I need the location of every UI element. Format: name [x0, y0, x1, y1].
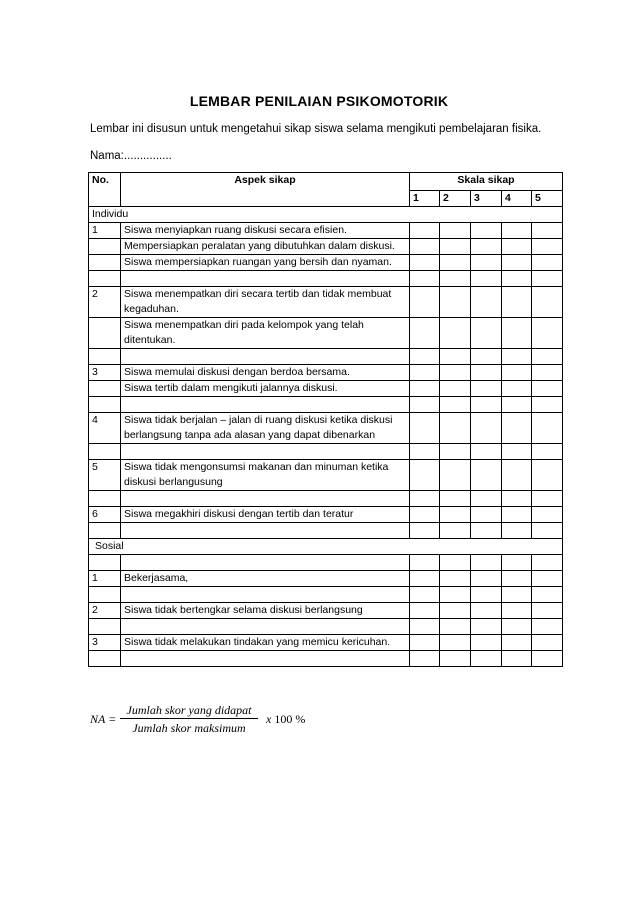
- scale-5: 5: [532, 191, 563, 207]
- aspect-text: Bekerjasama,: [121, 571, 410, 587]
- scale-cell[interactable]: [502, 413, 532, 444]
- scale-cell[interactable]: [532, 239, 563, 255]
- empty-cell: [89, 555, 121, 571]
- empty-cell[interactable]: [440, 397, 471, 413]
- empty-cell: [121, 349, 410, 365]
- table-row: [89, 460, 563, 491]
- empty-cell[interactable]: [532, 444, 563, 460]
- scale-cell[interactable]: [471, 255, 502, 271]
- scale-cell[interactable]: [410, 287, 440, 318]
- scale-cell[interactable]: [440, 413, 471, 444]
- row-number: 2: [89, 287, 121, 318]
- empty-cell: [121, 555, 410, 571]
- empty-cell[interactable]: [532, 651, 563, 667]
- row-number: 4: [89, 413, 121, 444]
- scale-cell[interactable]: [440, 381, 471, 397]
- empty-cell[interactable]: [471, 491, 502, 507]
- empty-cell[interactable]: [471, 619, 502, 635]
- scale-cell[interactable]: [532, 255, 563, 271]
- aspect-text: Siswa tidak mengonsumsi makanan dan minuman ketika diskusi berlangusung: [121, 460, 410, 491]
- table-row: [89, 507, 563, 523]
- table-row: [89, 255, 563, 271]
- empty-cell[interactable]: [532, 349, 563, 365]
- aspect-text: Siswa tidak melakukan tindakan yang memicu kericuhan.: [121, 635, 410, 651]
- header-aspek: Aspek sikap: [121, 173, 410, 207]
- empty-cell[interactable]: [410, 587, 440, 603]
- empty-cell[interactable]: [532, 271, 563, 287]
- scale-cell[interactable]: [471, 603, 502, 619]
- empty-cell[interactable]: [410, 523, 440, 539]
- empty-cell[interactable]: [410, 444, 440, 460]
- section-label: Sosial: [89, 539, 563, 555]
- scale-3: 3: [471, 191, 502, 207]
- empty-cell[interactable]: [440, 555, 471, 571]
- section-row: [89, 539, 563, 555]
- scale-cell[interactable]: [440, 460, 471, 491]
- intro-text: Lembar ini disusun untuk mengetahui sikap siswa selama mengikuti pembelajaran fisika.: [90, 123, 542, 135]
- formula-factor: 100 %: [274, 712, 306, 726]
- section-spacer-row: [89, 555, 563, 571]
- blank-row: [89, 587, 563, 603]
- table-row: [89, 571, 563, 587]
- scale-cell[interactable]: [410, 239, 440, 255]
- empty-cell[interactable]: [410, 271, 440, 287]
- row-number: 3: [89, 635, 121, 651]
- row-number: 5: [89, 460, 121, 491]
- aspect-text: Siswa mempersiapkan ruangan yang bersih dan nyaman.: [121, 255, 410, 271]
- empty-cell[interactable]: [440, 619, 471, 635]
- scale-cell[interactable]: [502, 460, 532, 491]
- scale-cell[interactable]: [471, 223, 502, 239]
- empty-cell: [89, 619, 121, 635]
- scale-cell[interactable]: [471, 287, 502, 318]
- empty-cell[interactable]: [440, 651, 471, 667]
- scale-cell[interactable]: [410, 507, 440, 523]
- scale-cell[interactable]: [502, 381, 532, 397]
- scale-cell[interactable]: [471, 381, 502, 397]
- row-number: 1: [89, 223, 121, 239]
- blank-row: [89, 651, 563, 667]
- scale-cell[interactable]: [532, 381, 563, 397]
- empty-cell[interactable]: [532, 397, 563, 413]
- assessment-table: [88, 172, 563, 667]
- scale-cell[interactable]: [410, 460, 440, 491]
- empty-cell: [89, 271, 121, 287]
- scale-cell[interactable]: [471, 635, 502, 651]
- empty-cell[interactable]: [502, 555, 532, 571]
- aspect-text: Siswa tertib dalam mengikuti jalannya diskusi.: [121, 381, 410, 397]
- empty-cell: [89, 587, 121, 603]
- scale-cell[interactable]: [440, 571, 471, 587]
- scale-cell[interactable]: [532, 603, 563, 619]
- aspect-text: Mempersiapkan peralatan yang dibutuhkan dalam diskusi.: [121, 239, 410, 255]
- row-number: 6: [89, 507, 121, 523]
- empty-cell: [89, 491, 121, 507]
- scale-cell[interactable]: [440, 318, 471, 349]
- blank-row: [89, 619, 563, 635]
- scale-cell[interactable]: [471, 460, 502, 491]
- aspect-text: Siswa tidak bertengkar selama diskusi berlangsung: [121, 603, 410, 619]
- table-row: [89, 603, 563, 619]
- scale-cell[interactable]: [410, 635, 440, 651]
- formula-numerator: Jumlah skor yang didapat: [126, 703, 252, 717]
- scale-4: 4: [502, 191, 532, 207]
- formula-multiplier: [266, 712, 305, 727]
- empty-cell[interactable]: [410, 555, 440, 571]
- header-skala: Skala sikap: [410, 173, 563, 191]
- scale-cell[interactable]: [532, 223, 563, 239]
- scale-cell[interactable]: [440, 603, 471, 619]
- scale-cell[interactable]: [440, 365, 471, 381]
- row-number: [89, 318, 121, 349]
- scale-cell[interactable]: [440, 287, 471, 318]
- scale-cell[interactable]: [471, 571, 502, 587]
- aspect-text: Siswa menempatkan diri secara tertib dan tidak membuat kegaduhan.: [121, 287, 410, 318]
- empty-cell: [89, 397, 121, 413]
- empty-cell: [121, 491, 410, 507]
- scale-cell[interactable]: [532, 365, 563, 381]
- scale-cell[interactable]: [440, 635, 471, 651]
- empty-cell[interactable]: [502, 271, 532, 287]
- scale-cell[interactable]: [502, 571, 532, 587]
- empty-cell[interactable]: [440, 444, 471, 460]
- scale-cell[interactable]: [440, 239, 471, 255]
- table-row: [89, 239, 563, 255]
- empty-cell: [121, 651, 410, 667]
- aspect-text: Siswa memulai diskusi dengan berdoa bersama.: [121, 365, 410, 381]
- empty-cell: [121, 619, 410, 635]
- empty-cell: [121, 271, 410, 287]
- scale-1: 1: [410, 191, 440, 207]
- scale-cell[interactable]: [471, 413, 502, 444]
- scale-cell[interactable]: [471, 365, 502, 381]
- empty-cell[interactable]: [471, 523, 502, 539]
- empty-cell: [121, 444, 410, 460]
- empty-cell[interactable]: [440, 587, 471, 603]
- scale-cell[interactable]: [502, 287, 532, 318]
- empty-cell[interactable]: [410, 619, 440, 635]
- empty-cell[interactable]: [532, 523, 563, 539]
- section-label: Individu: [89, 207, 563, 223]
- scale-cell[interactable]: [440, 507, 471, 523]
- table-row: [89, 287, 563, 318]
- row-number: [89, 381, 121, 397]
- empty-cell: [121, 587, 410, 603]
- scale-cell[interactable]: [502, 318, 532, 349]
- table-row: [89, 365, 563, 381]
- empty-cell[interactable]: [532, 587, 563, 603]
- empty-cell[interactable]: [471, 651, 502, 667]
- empty-cell[interactable]: [532, 555, 563, 571]
- empty-cell: [89, 349, 121, 365]
- scale-cell[interactable]: [532, 287, 563, 318]
- section-row: [89, 207, 563, 223]
- formula-denominator: Jumlah skor maksimum: [132, 721, 246, 735]
- scale-cell[interactable]: [471, 318, 502, 349]
- formula-x: x: [266, 712, 272, 726]
- empty-cell[interactable]: [502, 491, 532, 507]
- blank-row: [89, 349, 563, 365]
- empty-cell[interactable]: [471, 587, 502, 603]
- aspect-text: Siswa tidak berjalan – jalan di ruang diskusi ketika diskusi berlangsung tanpa ada alasan yang dapat dibenarkan: [121, 413, 410, 444]
- aspect-text: Siswa menempatkan diri pada kelompok yang telah ditentukan.: [121, 318, 410, 349]
- table-row: [89, 318, 563, 349]
- empty-cell[interactable]: [410, 349, 440, 365]
- scale-cell[interactable]: [532, 507, 563, 523]
- scale-cell[interactable]: [410, 603, 440, 619]
- scale-cell[interactable]: [502, 365, 532, 381]
- scale-cell[interactable]: [532, 460, 563, 491]
- empty-cell: [89, 523, 121, 539]
- name-field-label: Nama:...............: [90, 150, 172, 162]
- blank-row: [89, 271, 563, 287]
- empty-cell[interactable]: [502, 523, 532, 539]
- page-title: LEMBAR PENILAIAN PSIKOMOTORIK: [189, 93, 449, 109]
- empty-cell[interactable]: [440, 491, 471, 507]
- empty-cell[interactable]: [410, 491, 440, 507]
- empty-cell[interactable]: [532, 619, 563, 635]
- aspect-text: Siswa megakhiri diskusi dengan tertib dan teratur: [121, 507, 410, 523]
- scale-cell[interactable]: [410, 223, 440, 239]
- scale-cell[interactable]: [502, 507, 532, 523]
- empty-cell[interactable]: [471, 397, 502, 413]
- scale-cell[interactable]: [440, 223, 471, 239]
- blank-row: [89, 397, 563, 413]
- empty-cell[interactable]: [471, 444, 502, 460]
- empty-cell: [121, 397, 410, 413]
- scale-cell[interactable]: [410, 381, 440, 397]
- table-body: [89, 207, 563, 667]
- empty-cell[interactable]: [532, 491, 563, 507]
- scale-cell[interactable]: [532, 571, 563, 587]
- scale-cell[interactable]: [410, 413, 440, 444]
- scale-cell[interactable]: [532, 635, 563, 651]
- blank-row: [89, 491, 563, 507]
- row-number: 1: [89, 571, 121, 587]
- empty-cell[interactable]: [440, 271, 471, 287]
- scale-cell[interactable]: [410, 365, 440, 381]
- scale-cell[interactable]: [532, 318, 563, 349]
- empty-cell[interactable]: [440, 523, 471, 539]
- table-row: [89, 223, 563, 239]
- formula-fraction: [120, 703, 258, 735]
- empty-cell[interactable]: [471, 555, 502, 571]
- empty-cell[interactable]: [502, 619, 532, 635]
- row-number: 3: [89, 365, 121, 381]
- scale-cell[interactable]: [502, 635, 532, 651]
- scale-cell[interactable]: [502, 603, 532, 619]
- table-row: [89, 635, 563, 651]
- fraction-bar: [120, 718, 258, 719]
- scale-2: 2: [440, 191, 471, 207]
- formula-lhs: NA =: [90, 712, 117, 726]
- empty-cell[interactable]: [502, 349, 532, 365]
- scale-cell[interactable]: [440, 255, 471, 271]
- row-number: [89, 255, 121, 271]
- empty-cell[interactable]: [502, 444, 532, 460]
- empty-cell: [89, 651, 121, 667]
- header-no: No.: [89, 173, 121, 207]
- empty-cell[interactable]: [502, 651, 532, 667]
- empty-cell: [121, 523, 410, 539]
- scale-cell[interactable]: [410, 318, 440, 349]
- aspect-text: Siswa menyiapkan ruang diskusi secara efisien.: [121, 223, 410, 239]
- scale-cell[interactable]: [532, 413, 563, 444]
- table-row: [89, 413, 563, 444]
- empty-cell[interactable]: [502, 587, 532, 603]
- scale-cell[interactable]: [471, 239, 502, 255]
- blank-row: [89, 523, 563, 539]
- row-number: 2: [89, 603, 121, 619]
- blank-row: [89, 444, 563, 460]
- empty-cell: [89, 444, 121, 460]
- empty-cell[interactable]: [471, 349, 502, 365]
- scale-cell[interactable]: [502, 223, 532, 239]
- scale-cell[interactable]: [410, 255, 440, 271]
- empty-cell[interactable]: [471, 271, 502, 287]
- table-row: [89, 381, 563, 397]
- empty-cell[interactable]: [502, 397, 532, 413]
- scale-cell[interactable]: [502, 239, 532, 255]
- scale-cell[interactable]: [502, 255, 532, 271]
- scale-cell[interactable]: [410, 571, 440, 587]
- empty-cell[interactable]: [410, 397, 440, 413]
- scale-cell[interactable]: [471, 507, 502, 523]
- empty-cell[interactable]: [440, 349, 471, 365]
- empty-cell[interactable]: [410, 651, 440, 667]
- row-number: [89, 239, 121, 255]
